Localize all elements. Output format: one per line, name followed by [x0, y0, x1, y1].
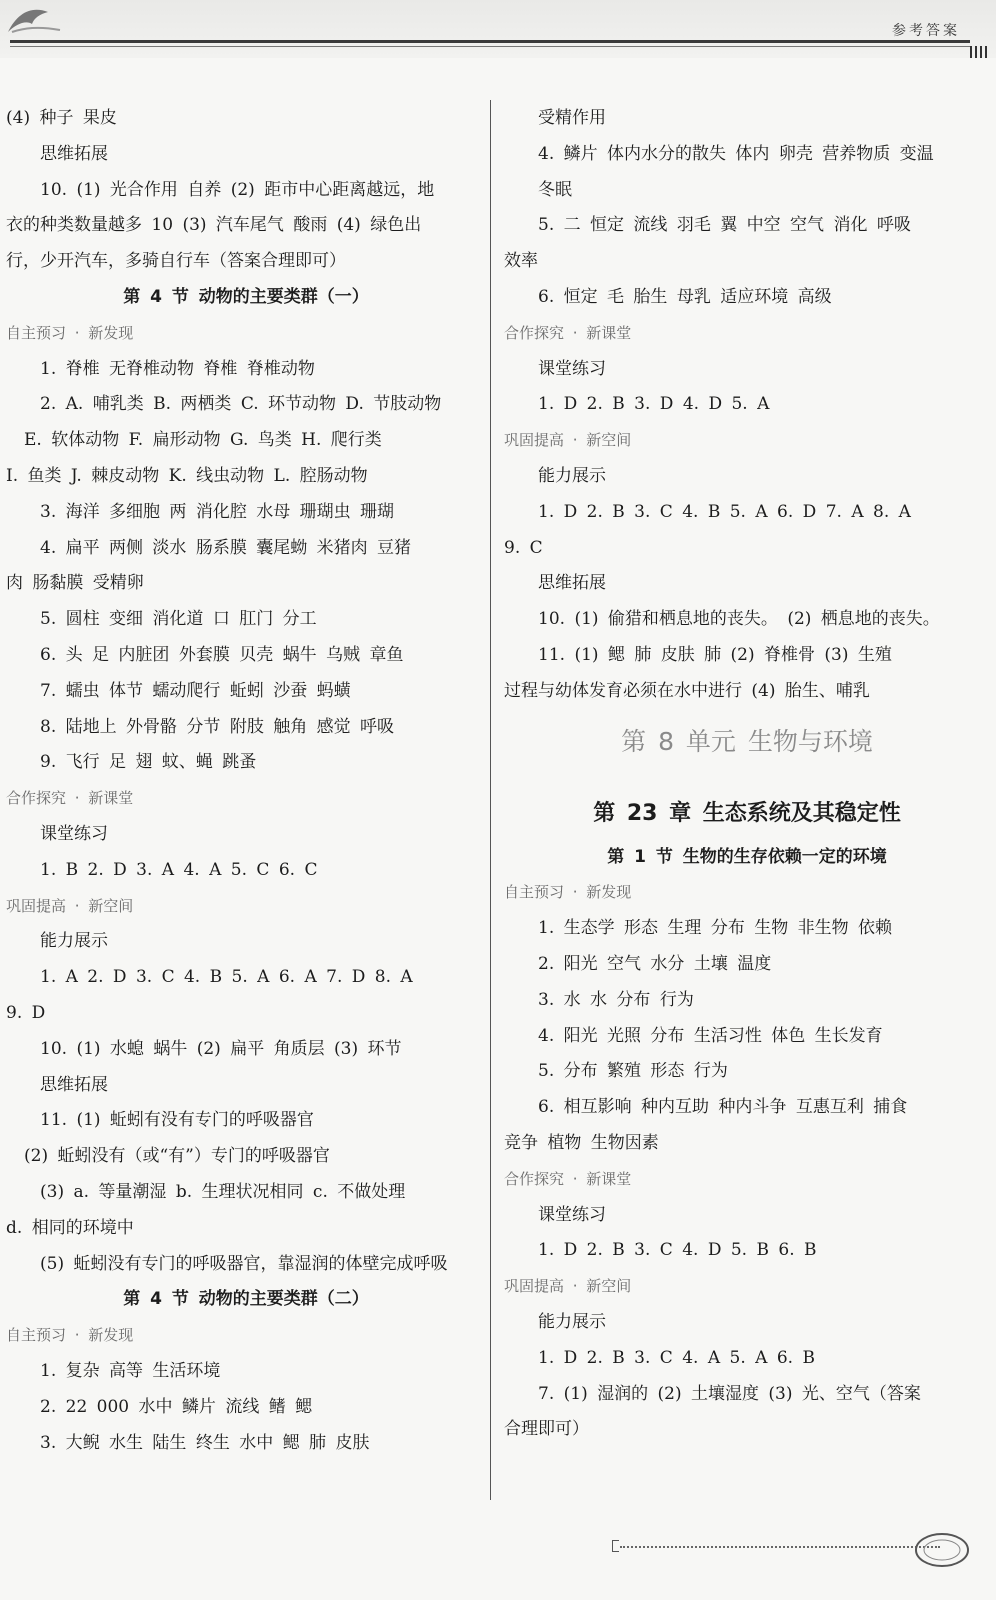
footer-dotted-rule — [620, 1546, 940, 1550]
answer-line: 肉 肠黏膜 受精卵 — [6, 573, 144, 594]
section-title: 第 1 节 生物的生存依赖一定的环境 — [607, 846, 887, 867]
header-rule-thin — [10, 46, 970, 47]
answer-line: 能力展示 — [538, 466, 606, 486]
answer-line: 效率 — [504, 251, 538, 272]
answer-line: 课堂练习 — [538, 358, 606, 379]
section-title: 第 4 节 动物的主要类群（一） — [123, 287, 369, 307]
answer-line: 11. (1) 鳃 肺 皮肤 肺 (2) 脊椎骨 (3) 生殖 — [538, 645, 892, 665]
answer-line: 能力展示 — [40, 931, 108, 952]
answer-line: 5. 二 恒定 流线 羽毛 翼 中空 空气 消化 呼吸 — [538, 215, 911, 236]
page-number-badge-icon — [912, 1530, 972, 1570]
answer-line: 冬眠 — [538, 179, 572, 200]
answer-line: 11. (1) 蚯蚓有没有专门的呼吸器官 — [40, 1110, 314, 1131]
answer-line: 1. B 2. D 3. A 4. A 5. C 6. C — [40, 859, 318, 880]
answer-line: 1. D 2. B 3. D 4. D 5. A — [538, 394, 770, 415]
answer-line: (5) 蚯蚓没有专门的呼吸器官，靠湿润的体壁完成呼吸 — [40, 1253, 448, 1274]
answer-line: d. 相同的环境中 — [6, 1217, 134, 1238]
answer-line: 合理即可） — [504, 1419, 589, 1440]
section-label: 自主预习 · 新发现 — [6, 1326, 134, 1345]
answer-line: 7. (1) 湿润的 (2) 土壤湿度 (3) 光、空气（答案 — [538, 1383, 921, 1404]
answer-line: 思维拓展 — [40, 1074, 108, 1095]
section-label: 自主预习 · 新发现 — [504, 883, 632, 902]
answer-line: 1. 复杂 高等 生活环境 — [40, 1361, 221, 1381]
chapter-heading: 第 23 章 生态系统及其稳定性 — [593, 800, 901, 826]
answer-line: 过程与幼体发育必须在水中进行 (4) 胎生、哺乳 — [504, 680, 870, 701]
answer-line: (3) a. 等量潮湿 b. 生理状况相同 c. 不做处理 — [40, 1182, 406, 1202]
answer-line: 1. D 2. B 3. C 4. D 5. B 6. B — [538, 1240, 817, 1261]
section-label: 巩固提高 · 新空间 — [504, 1277, 632, 1296]
answer-line: 1. D 2. B 3. C 4. A 5. A 6. B — [538, 1347, 815, 1368]
answer-line: 课堂练习 — [538, 1204, 606, 1225]
answer-line: 3. 大鲵 水生 陆生 终生 水中 鳃 肺 皮肤 — [40, 1432, 370, 1453]
bird-logo-icon — [4, 2, 68, 40]
section-label: 合作探究 · 新课堂 — [504, 1169, 632, 1188]
section-label: 合作探究 · 新课堂 — [504, 323, 632, 342]
answer-line: 4. 扁平 两侧 淡水 肠系膜 囊尾蚴 米猪肉 豆猪 — [40, 537, 412, 558]
answer-line: E. 软体动物 F. 扁形动物 G. 鸟类 H. 爬行类 — [24, 430, 382, 451]
section-label: 巩固提高 · 新空间 — [504, 431, 632, 450]
answer-line: 思维拓展 — [40, 143, 108, 164]
section-label: 巩固提高 · 新空间 — [6, 896, 134, 915]
answer-line: 3. 海洋 多细胞 两 消化腔 水母 珊瑚虫 珊瑚 — [40, 501, 395, 522]
section-label: 合作探究 · 新课堂 — [6, 789, 134, 808]
answer-line: 7. 蠕虫 体节 蠕动爬行 蚯蚓 沙蚕 蚂蟥 — [40, 680, 351, 701]
answer-line: 5. 圆柱 变细 消化道 口 肛门 分工 — [40, 609, 317, 630]
answer-line: 衣的种类数量越多 10 (3) 汽车尾气 酸雨 (4) 绿色出 — [6, 215, 422, 236]
section-label: 自主预习 · 新发现 — [6, 323, 134, 342]
page-header — [0, 0, 996, 58]
answer-line: 9. D — [6, 1003, 46, 1023]
answer-line: 10. (1) 水螅 蜗牛 (2) 扁平 角质层 (3) 环节 — [40, 1038, 402, 1059]
answer-line: 3. 水 水 分布 行为 — [538, 989, 694, 1010]
answer-line: 5. 分布 繁殖 形态 行为 — [538, 1061, 728, 1082]
answer-line: 6. 相互影响 种内互助 种内斗争 互惠互利 捕食 — [538, 1097, 908, 1118]
footer-bracket — [612, 1540, 619, 1552]
answer-line: 思维拓展 — [538, 573, 606, 594]
answer-line: 行，少开汽车，多骑自行车（答案合理即可） — [6, 251, 346, 272]
answer-line: 1. D 2. B 3. C 4. B 5. A 6. D 7. A 8. A — [538, 501, 911, 522]
answer-line: 竞争 植物 生物因素 — [504, 1133, 659, 1153]
answer-line: 1. 脊椎 无脊椎动物 脊椎 脊椎动物 — [40, 358, 315, 379]
section-title: 第 4 节 动物的主要类群（二） — [123, 1289, 369, 1310]
answer-line: 能力展示 — [538, 1312, 606, 1332]
answer-line: 2. 阳光 空气 水分 土壤 温度 — [538, 954, 772, 974]
answer-line: 1. 生态学 形态 生理 分布 生物 非生物 依赖 — [538, 918, 893, 939]
answer-line: 6. 头 足 内脏团 外套膜 贝壳 蜗牛 乌贼 章鱼 — [40, 645, 404, 665]
unit-heading: 第 8 单元 生物与环境 — [621, 726, 873, 756]
answer-line: 2. A. 哺乳类 B. 两栖类 C. 环节动物 D. 节肢动物 — [40, 394, 442, 415]
answer-line: I. 鱼类 J. 棘皮动物 K. 线虫动物 L. 腔肠动物 — [6, 466, 368, 486]
answer-line: 9. 飞行 足 翅 蚊、蝇 跳蚤 — [40, 752, 257, 773]
page-edge-marks-icon — [968, 44, 992, 60]
answer-line: 课堂练习 — [40, 824, 108, 844]
answer-line: 受精作用 — [538, 108, 606, 128]
answer-line: (2) 蚯蚓没有（或“有”）专门的呼吸器官 — [24, 1146, 330, 1167]
answer-line: 9. C — [504, 537, 543, 558]
answer-line: 4. 阳光 光照 分布 生活习性 体色 生长发育 — [538, 1025, 883, 1046]
answer-line: 1. A 2. D 3. C 4. B 5. A 6. A 7. D 8. A — [40, 967, 413, 988]
column-divider — [490, 100, 491, 1500]
answer-line: 2. 22 000 水中 鳞片 流线 鳍 鳃 — [40, 1396, 313, 1417]
answer-line: 10. (1) 偷猎和栖息地的丧失。 (2) 栖息地的丧失。 — [538, 609, 940, 630]
running-head: 参考答案 — [892, 23, 960, 39]
answer-line: 10. (1) 光合作用 自养 (2) 距市中心距离越远，地 — [40, 179, 435, 200]
header-rule — [10, 40, 970, 43]
answer-line: 8. 陆地上 外骨骼 分节 附肢 触角 感觉 呼吸 — [40, 716, 395, 737]
answer-line: (4) 种子 果皮 — [6, 108, 117, 128]
answer-line: 4. 鳞片 体内水分的散失 体内 卵壳 营养物质 变温 — [538, 143, 934, 164]
answer-line: 6. 恒定 毛 胎生 母乳 适应环境 高级 — [538, 287, 832, 307]
